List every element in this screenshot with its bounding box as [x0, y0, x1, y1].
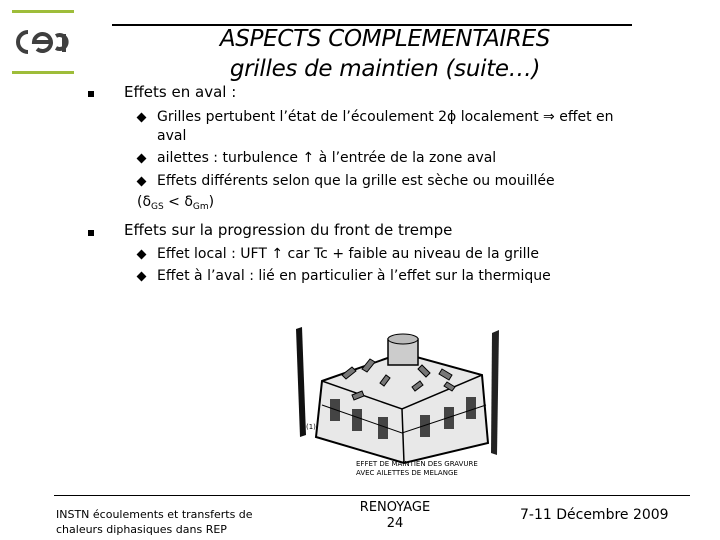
diamond-bullet-icon: [137, 113, 147, 123]
slide-title: [170, 24, 600, 84]
diamond-bullet-icon: [137, 272, 147, 282]
section1-item-3: Effets différents selon que la grille est sèche ou mouillée: [157, 173, 555, 189]
diamond-bullet-icon: [137, 177, 147, 187]
diamond-bullet-icon: [137, 154, 147, 164]
grid-spacer-drawing: [292, 325, 504, 480]
section2-heading: Effets sur la progression du front de trempe: [124, 221, 453, 239]
footer-section-name: RENOYAGE: [359, 500, 431, 515]
figure-caption-line2: AVEC AILETTES DE MELANGE: [356, 469, 458, 477]
bullet-square-icon: [88, 91, 94, 97]
section1-heading: Effets en aval :: [124, 83, 237, 101]
section1-item-1-line2: aval: [157, 128, 187, 144]
diamond-bullet-icon: [137, 250, 147, 260]
cea-logo: [8, 8, 78, 78]
section1-item-1-line1: Grilles pertubent l’état de l’écoulement 2ϕ localement ⇒ effet en: [157, 109, 614, 125]
section1-item-3-wrap: [137, 193, 214, 217]
section2-item-2: Effet à l’aval : lié en particulier à l’effet sur la thermique: [157, 268, 551, 284]
footer-date: 7-11 Décembre 2009: [520, 507, 669, 523]
figure-caption-line1: EFFET DE MAINTIEN DES GRAVURE: [356, 460, 478, 468]
title-line-1: ASPECTS COMPLEMENTAIRES: [219, 26, 551, 52]
section1-item-2: ailettes : turbulence ↑ à l’entrée de la zone aval: [157, 150, 497, 166]
title-line-2: grilles de maintien (suite…): [229, 56, 541, 82]
wrap-open: (δ: [137, 194, 152, 210]
wrap-close: ): [208, 194, 215, 210]
footer-course: INSTN écoulements et transferts de chaleurs diphasiques dans REP: [56, 508, 253, 536]
footer-section: [340, 500, 450, 532]
bullet-square-icon: [88, 230, 94, 236]
footer-rule: [54, 495, 690, 496]
figure-label: (1): [306, 423, 316, 431]
section2-item-1: Effet local : UFT ↑ car Tc + faible au niveau de la grille: [157, 246, 539, 262]
wrap-sub-gs: GS: [151, 202, 164, 212]
wrap-sub-gm: Gm: [192, 202, 209, 212]
wrap-mid: < δ: [163, 194, 193, 210]
footer-page-number: 24: [386, 516, 404, 531]
